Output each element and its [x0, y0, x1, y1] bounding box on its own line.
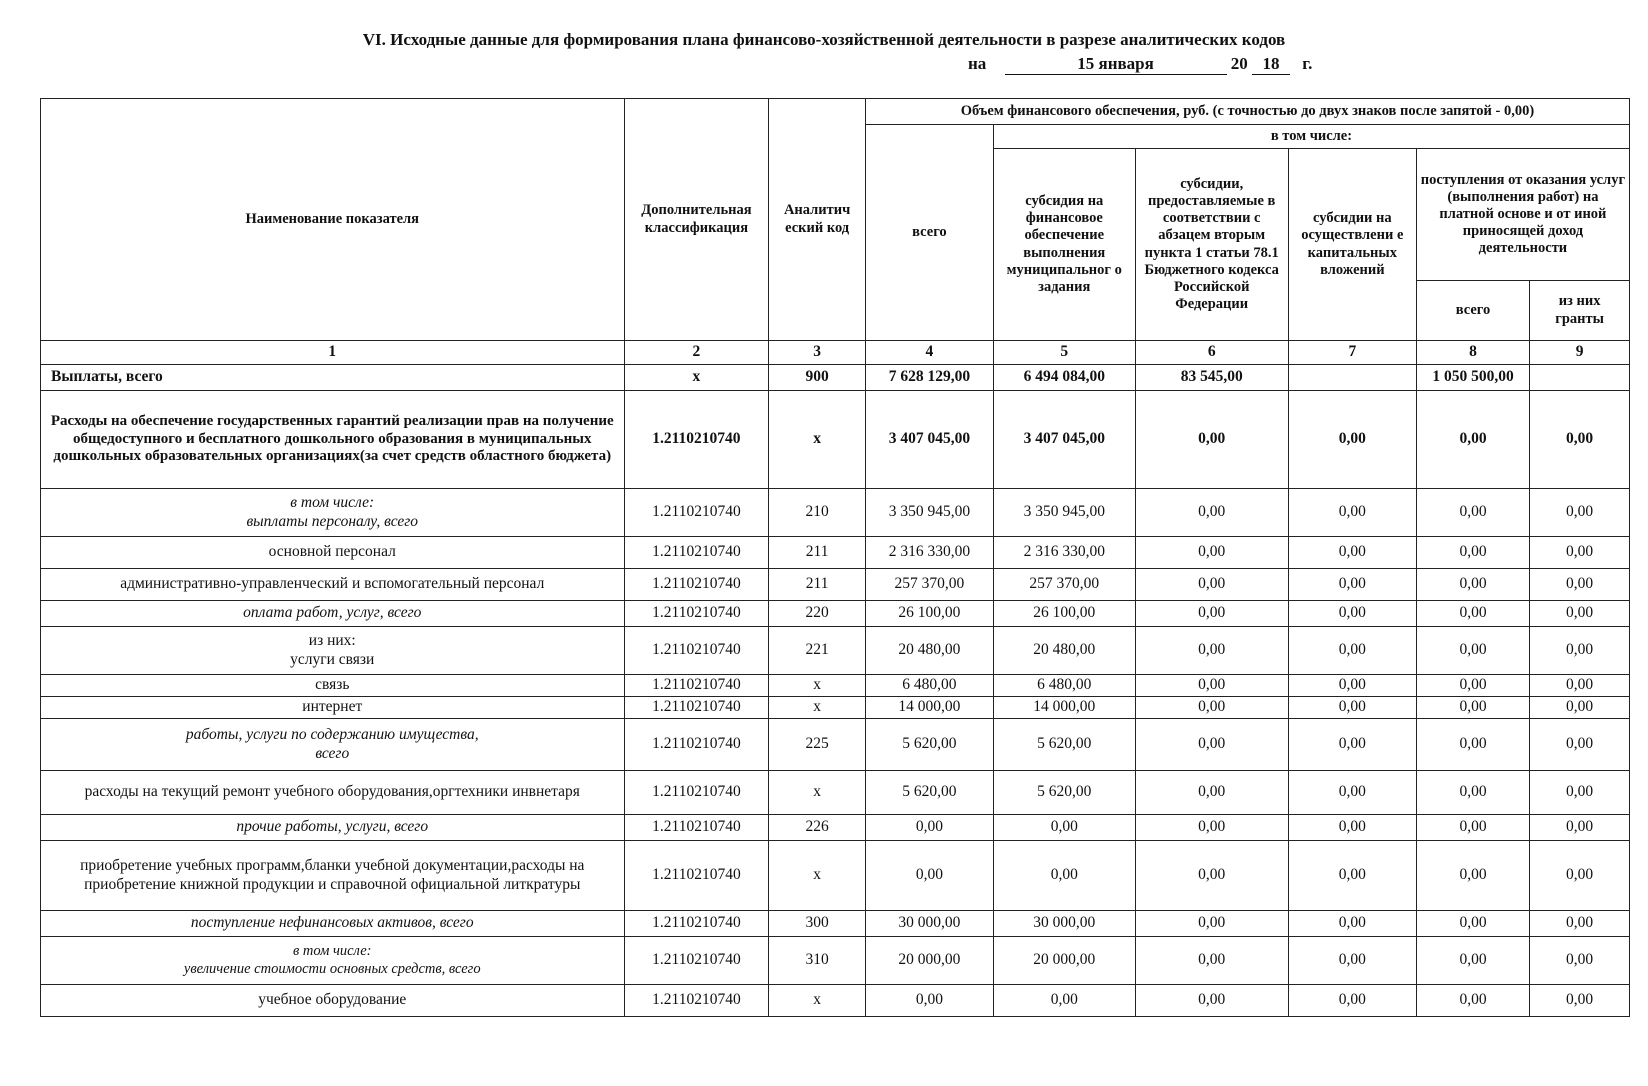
- row-c8: 0,00: [1416, 719, 1529, 771]
- row-name-line1: в том числе:: [292, 943, 372, 960]
- row-name-line2: услуги связи: [290, 650, 375, 668]
- row-c4: 0,00: [865, 985, 993, 1017]
- row-c4: 5 620,00: [865, 771, 993, 815]
- row-name-line1: работы, услуги по содержанию имущества,: [185, 726, 479, 744]
- row-name: [41, 937, 625, 985]
- row-name: приобретение учебных программ,бланки учебной документации,расходы на приобретение книжной продукции и справочной официальной литкратуры: [41, 841, 625, 911]
- table-row: [41, 675, 1630, 697]
- row-c4: 3 350 945,00: [865, 489, 993, 537]
- col-num: 5: [993, 341, 1135, 365]
- header-analytic-code: Аналитич еский код: [769, 99, 866, 341]
- row-c5: 0,00: [993, 985, 1135, 1017]
- row-class: 1.2110210740: [624, 815, 769, 841]
- row-class: 1.2110210740: [624, 719, 769, 771]
- col-num: 6: [1135, 341, 1288, 365]
- row-class: 1.2110210740: [624, 771, 769, 815]
- row-c9: 0,00: [1530, 719, 1630, 771]
- row-name: основной персонал: [41, 537, 625, 569]
- row-name: Выплаты, всего: [41, 365, 625, 391]
- row-c5: 3 350 945,00: [993, 489, 1135, 537]
- row-c7: 0,00: [1288, 537, 1416, 569]
- row-c6: 0,00: [1135, 489, 1288, 537]
- row-c4: 26 100,00: [865, 601, 993, 627]
- row-c9: 0,00: [1530, 391, 1630, 489]
- row-c8: 0,00: [1416, 841, 1529, 911]
- row-c7: 0,00: [1288, 697, 1416, 719]
- row-c7: [1288, 365, 1416, 391]
- table-row: [41, 365, 1630, 391]
- table-row: [41, 841, 1630, 911]
- row-c5: 14 000,00: [993, 697, 1135, 719]
- row-code: х: [769, 771, 866, 815]
- table-row: [41, 601, 1630, 627]
- row-c7: 0,00: [1288, 719, 1416, 771]
- row-c8: 0,00: [1416, 675, 1529, 697]
- row-name: [41, 627, 625, 675]
- row-c4: 30 000,00: [865, 911, 993, 937]
- row-c5: 0,00: [993, 841, 1135, 911]
- header-volume: Объем финансового обеспечения, руб. (с точностью до двух знаков после запятой - 0,00): [865, 99, 1629, 125]
- col-num: 1: [41, 341, 625, 365]
- row-class: 1.2110210740: [624, 911, 769, 937]
- row-c9: 0,00: [1530, 911, 1630, 937]
- row-code: 310: [769, 937, 866, 985]
- header-name: Наименование показателя: [41, 99, 625, 341]
- row-c8: 0,00: [1416, 771, 1529, 815]
- row-c9: 0,00: [1530, 489, 1630, 537]
- row-c5: 5 620,00: [993, 719, 1135, 771]
- row-c6: 83 545,00: [1135, 365, 1288, 391]
- row-c7: 0,00: [1288, 627, 1416, 675]
- row-name: административно-управленческий и вспомогательный персонал: [41, 569, 625, 601]
- row-c6: 0,00: [1135, 601, 1288, 627]
- row-class: 1.2110210740: [624, 569, 769, 601]
- date-year-prefix: 20: [1230, 54, 1248, 73]
- row-c9: 0,00: [1530, 771, 1630, 815]
- row-c6: 0,00: [1135, 675, 1288, 697]
- row-c5: 20 480,00: [993, 627, 1135, 675]
- col-num: 7: [1288, 341, 1416, 365]
- row-c8: 1 050 500,00: [1416, 365, 1529, 391]
- row-c9: 0,00: [1530, 601, 1630, 627]
- row-c8: 0,00: [1416, 697, 1529, 719]
- row-c7: 0,00: [1288, 489, 1416, 537]
- row-code: 225: [769, 719, 866, 771]
- row-c7: 0,00: [1288, 937, 1416, 985]
- row-c8: 0,00: [1416, 937, 1529, 985]
- row-c8: 0,00: [1416, 815, 1529, 841]
- row-c4: 7 628 129,00: [865, 365, 993, 391]
- row-class: 1.2110210740: [624, 985, 769, 1017]
- row-c8: 0,00: [1416, 489, 1529, 537]
- row-code: 226: [769, 815, 866, 841]
- row-c4: 0,00: [865, 815, 993, 841]
- row-c5: 6 480,00: [993, 675, 1135, 697]
- row-class: 1.2110210740: [624, 697, 769, 719]
- row-class: 1.2110210740: [624, 601, 769, 627]
- table-row: [41, 697, 1630, 719]
- row-name-line1: из них:: [308, 632, 356, 650]
- row-c9: 0,00: [1530, 697, 1630, 719]
- row-c4: 0,00: [865, 841, 993, 911]
- table-row: [41, 569, 1630, 601]
- row-name: Расходы на обеспечение государственных гарантий реализации прав на получение общедоступного и бесплатного дошкольного образования в муниципальных дошкольных образовательных организациях(за счет средств областного бюджета): [41, 391, 625, 489]
- row-c4: 3 407 045,00: [865, 391, 993, 489]
- row-c8: 0,00: [1416, 569, 1529, 601]
- row-c6: 0,00: [1135, 985, 1288, 1017]
- date-prefix: на: [968, 54, 987, 73]
- row-code: 210: [769, 489, 866, 537]
- header-c5: субсидия на финансовое обеспечение выполнения муниципальног о задания: [993, 149, 1135, 341]
- column-number-row: [41, 341, 1630, 365]
- table-row: [41, 489, 1630, 537]
- row-class: 1.2110210740: [624, 937, 769, 985]
- row-c4: 20 480,00: [865, 627, 993, 675]
- row-c4: 257 370,00: [865, 569, 993, 601]
- date-suffix: г.: [1302, 54, 1313, 73]
- row-c7: 0,00: [1288, 841, 1416, 911]
- date-line: [968, 54, 1312, 75]
- row-c7: 0,00: [1288, 911, 1416, 937]
- row-c5: 20 000,00: [993, 937, 1135, 985]
- row-c8: 0,00: [1416, 537, 1529, 569]
- row-c9: 0,00: [1530, 985, 1630, 1017]
- row-code: х: [769, 675, 866, 697]
- row-class: 1.2110210740: [624, 489, 769, 537]
- row-class: 1.2110210740: [624, 675, 769, 697]
- header-including: в том числе:: [993, 125, 1629, 149]
- row-c6: 0,00: [1135, 719, 1288, 771]
- row-c6: 0,00: [1135, 627, 1288, 675]
- row-c5: 3 407 045,00: [993, 391, 1135, 489]
- row-c8: 0,00: [1416, 627, 1529, 675]
- row-code: х: [769, 391, 866, 489]
- row-class: 1.2110210740: [624, 627, 769, 675]
- row-c5: 30 000,00: [993, 911, 1135, 937]
- row-class: 1.2110210740: [624, 841, 769, 911]
- row-name-line2: увеличение стоимости основных средств, всего: [183, 960, 481, 977]
- row-code: х: [769, 985, 866, 1017]
- table-row: [41, 719, 1630, 771]
- row-code: х: [769, 697, 866, 719]
- table-row: [41, 815, 1630, 841]
- row-c5: 5 620,00: [993, 771, 1135, 815]
- row-c7: 0,00: [1288, 985, 1416, 1017]
- row-c5: 26 100,00: [993, 601, 1135, 627]
- row-c4: 20 000,00: [865, 937, 993, 985]
- row-class: 1.2110210740: [624, 391, 769, 489]
- row-name: связь: [41, 675, 625, 697]
- row-class: х: [624, 365, 769, 391]
- row-c6: 0,00: [1135, 569, 1288, 601]
- row-c5: 0,00: [993, 815, 1135, 841]
- row-c7: 0,00: [1288, 601, 1416, 627]
- table-row: [41, 391, 1630, 489]
- row-code: 900: [769, 365, 866, 391]
- row-name: оплата работ, услуг, всего: [41, 601, 625, 627]
- row-c7: 0,00: [1288, 675, 1416, 697]
- row-c9: 0,00: [1530, 569, 1630, 601]
- row-name: поступление нефинансовых активов, всего: [41, 911, 625, 937]
- row-c4: 6 480,00: [865, 675, 993, 697]
- row-name: прочие работы, услуги, всего: [41, 815, 625, 841]
- row-c6: 0,00: [1135, 537, 1288, 569]
- row-c9: 0,00: [1530, 841, 1630, 911]
- col-num: 9: [1530, 341, 1630, 365]
- row-c6: 0,00: [1135, 391, 1288, 489]
- row-code: 300: [769, 911, 866, 937]
- row-name: интернет: [41, 697, 625, 719]
- header-total: всего: [865, 125, 993, 341]
- row-c7: 0,00: [1288, 569, 1416, 601]
- row-c6: 0,00: [1135, 937, 1288, 985]
- row-name-line2: выплаты персоналу, всего: [246, 512, 419, 530]
- header-c8: всего: [1416, 281, 1529, 341]
- header-c8-group: поступления от оказания услуг (выполнения работ) на платной основе и от иной приносящей доход деятельности: [1416, 149, 1629, 281]
- row-c9: 0,00: [1530, 815, 1630, 841]
- row-c8: 0,00: [1416, 911, 1529, 937]
- row-c4: 5 620,00: [865, 719, 993, 771]
- row-code: х: [769, 841, 866, 911]
- row-c6: 0,00: [1135, 697, 1288, 719]
- header-c7: субсидии на осуществлени е капитальных вложений: [1288, 149, 1416, 341]
- table-row: [41, 937, 1630, 985]
- header-c6: субсидии, предоставляемые в соответствии с абзацем вторым пункта 1 статьи 78.1 Бюджетного кодекса Российской Федерации: [1135, 149, 1288, 341]
- row-c7: 0,00: [1288, 391, 1416, 489]
- row-c6: 0,00: [1135, 911, 1288, 937]
- table-row: [41, 627, 1630, 675]
- table-row: [41, 537, 1630, 569]
- row-c8: 0,00: [1416, 391, 1529, 489]
- row-c5: 257 370,00: [993, 569, 1135, 601]
- row-c9: 0,00: [1530, 937, 1630, 985]
- finance-table: [40, 98, 1630, 1017]
- col-num: 4: [865, 341, 993, 365]
- row-code: 211: [769, 569, 866, 601]
- row-c9: 0,00: [1530, 627, 1630, 675]
- row-c8: 0,00: [1416, 985, 1529, 1017]
- document-title: VI. Исходные данные для формирования плана финансово-хозяйственной деятельности в разрезе аналитических кодов: [362, 30, 1286, 49]
- table-row: [41, 911, 1630, 937]
- header-add-class: Дополнительная классификация: [624, 99, 769, 341]
- table-row: [41, 771, 1630, 815]
- row-c6: 0,00: [1135, 815, 1288, 841]
- row-name: [41, 489, 625, 537]
- date-day: 15 января: [1005, 54, 1227, 75]
- row-class: 1.2110210740: [624, 537, 769, 569]
- row-code: 220: [769, 601, 866, 627]
- row-name: учебное оборудование: [41, 985, 625, 1017]
- row-c9: 0,00: [1530, 675, 1630, 697]
- row-c6: 0,00: [1135, 771, 1288, 815]
- col-num: 3: [769, 341, 866, 365]
- row-code: 221: [769, 627, 866, 675]
- col-num: 2: [624, 341, 769, 365]
- date-year: 18: [1252, 54, 1290, 75]
- header-c9: из них гранты: [1530, 281, 1630, 341]
- row-name-line1: в том числе:: [290, 494, 375, 512]
- row-c4: 2 316 330,00: [865, 537, 993, 569]
- row-c7: 0,00: [1288, 771, 1416, 815]
- table-row: [41, 985, 1630, 1017]
- row-name: расходы на текущий ремонт учебного оборудования,оргтехники инвнетаря: [41, 771, 625, 815]
- row-c6: 0,00: [1135, 841, 1288, 911]
- row-c4: 14 000,00: [865, 697, 993, 719]
- row-name: [41, 719, 625, 771]
- row-c9: [1530, 365, 1630, 391]
- row-c7: 0,00: [1288, 815, 1416, 841]
- row-c5: 6 494 084,00: [993, 365, 1135, 391]
- row-c8: 0,00: [1416, 601, 1529, 627]
- col-num: 8: [1416, 341, 1529, 365]
- row-name-line2: всего: [315, 744, 350, 762]
- row-code: 211: [769, 537, 866, 569]
- row-c9: 0,00: [1530, 537, 1630, 569]
- row-c5: 2 316 330,00: [993, 537, 1135, 569]
